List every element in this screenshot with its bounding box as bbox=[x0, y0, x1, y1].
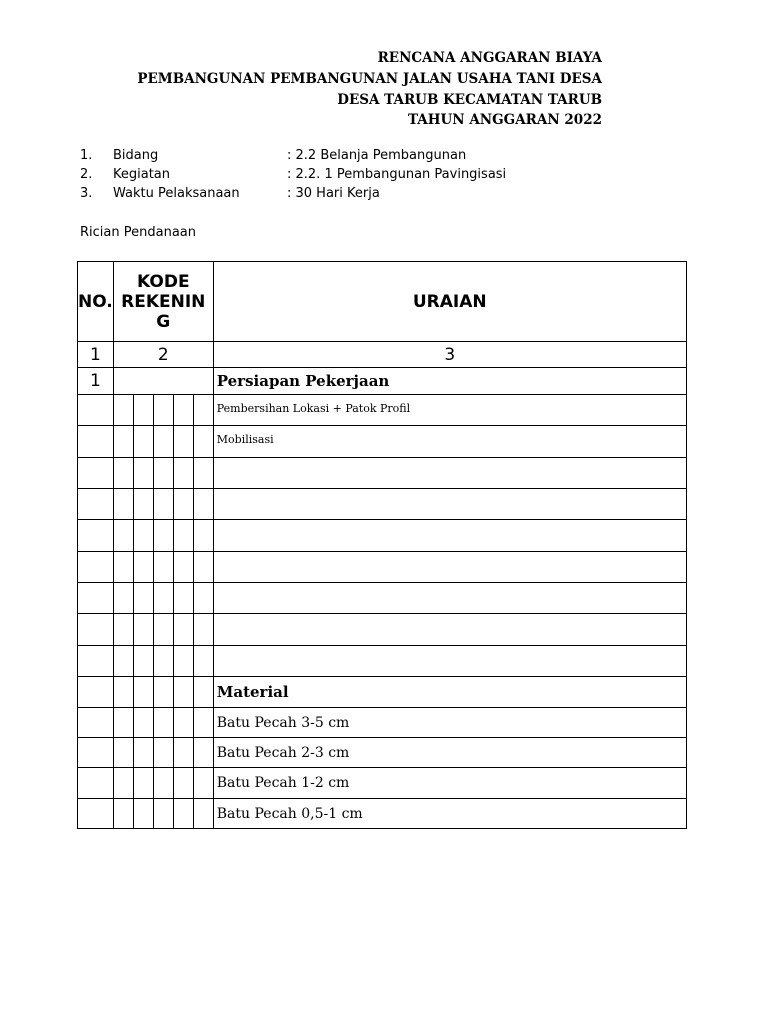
item-batu-pecah-2-3: Batu Pecah 2-3 cm bbox=[213, 738, 686, 768]
section-title-material: Material bbox=[213, 677, 686, 708]
table-row bbox=[78, 738, 687, 768]
table-row bbox=[78, 646, 687, 677]
table-row bbox=[78, 489, 687, 520]
info-no-1: 1. bbox=[80, 148, 93, 163]
table-header-row bbox=[78, 262, 687, 342]
col-header-kode: KODE REKENIN G bbox=[113, 262, 213, 342]
table-row bbox=[78, 583, 687, 614]
info-label-waktu: Waktu Pelaksanaan bbox=[113, 186, 240, 201]
info-value-kegiatan: : 2.2. 1 Pembangunan Pavingisasi bbox=[287, 167, 507, 182]
table-row bbox=[78, 395, 687, 426]
table-row bbox=[78, 614, 687, 646]
info-no-3: 3. bbox=[80, 186, 93, 201]
col-header-uraian: URAIAN bbox=[213, 262, 686, 342]
header-line-3: DESA TARUB KECAMATAN TARUB bbox=[337, 92, 602, 108]
table-row bbox=[78, 708, 687, 738]
item-batu-pecah-0-5-1: Batu Pecah 0,5-1 cm bbox=[213, 799, 686, 829]
section-row bbox=[78, 677, 687, 708]
table-row bbox=[78, 520, 687, 552]
info-label-kegiatan: Kegiatan bbox=[113, 167, 171, 182]
item-batu-pecah-3-5: Batu Pecah 3-5 cm bbox=[213, 708, 686, 738]
table-row bbox=[78, 458, 687, 489]
header-line-2: PEMBANGUNAN PEMBANGUNAN JALAN USAHA TANI DESA bbox=[137, 71, 602, 87]
col-number-3: 3 bbox=[213, 342, 686, 368]
table-row bbox=[78, 768, 687, 799]
col-number-1: 1 bbox=[78, 342, 114, 368]
header-line-4: TAHUN ANGGARAN 2022 bbox=[407, 112, 602, 128]
section-no: 1 bbox=[78, 368, 114, 395]
table-row bbox=[78, 552, 687, 583]
table-row bbox=[78, 426, 687, 458]
document-header bbox=[0, 0, 686, 140]
budget-table bbox=[77, 261, 687, 829]
col-header-no: NO. bbox=[78, 262, 114, 342]
info-value-bidang: : 2.2 Belanja Pembangunan bbox=[287, 148, 467, 163]
section-kode bbox=[113, 368, 213, 395]
rincian-label: Rician Pendanaan bbox=[80, 225, 196, 240]
item-batu-pecah-1-2: Batu Pecah 1-2 cm bbox=[213, 768, 686, 799]
column-number-row bbox=[78, 342, 687, 368]
section-title-persiapan: Persiapan Pekerjaan bbox=[213, 368, 686, 395]
section-row bbox=[78, 368, 687, 395]
header-line-1: RENCANA ANGGARAN BIAYA bbox=[377, 50, 602, 66]
table-row bbox=[78, 799, 687, 829]
item-mobilisasi: Mobilisasi bbox=[213, 426, 686, 458]
info-no-2: 2. bbox=[80, 167, 93, 182]
item-pembersihan: Pembersihan Lokasi + Patok Profil bbox=[213, 395, 686, 426]
col-number-2: 2 bbox=[113, 342, 213, 368]
info-value-waktu: : 30 Hari Kerja bbox=[287, 186, 380, 201]
info-label-bidang: Bidang bbox=[113, 148, 159, 163]
